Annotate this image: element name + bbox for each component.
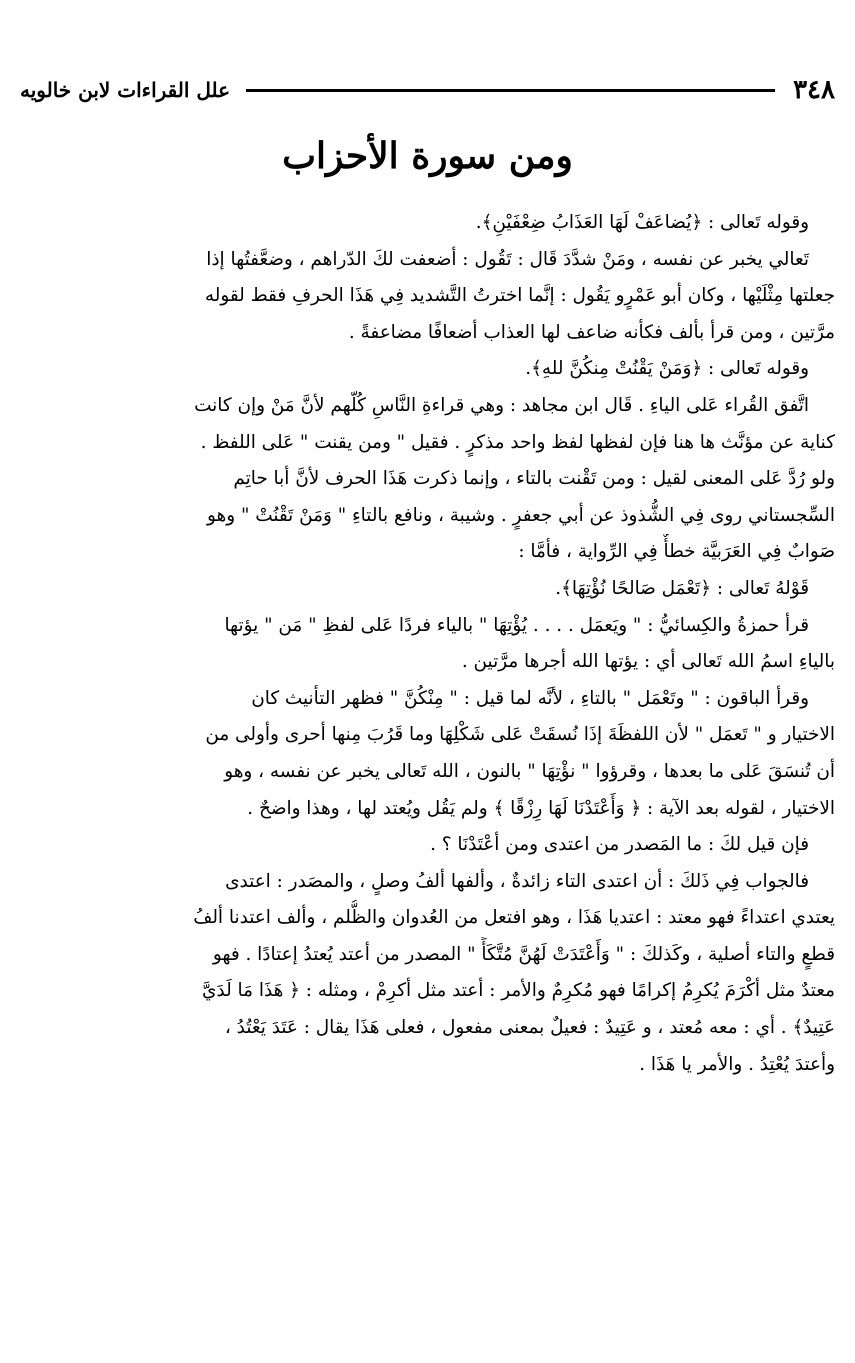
text-line: اتَّفق القُراء عَلى الياءِ . قَال ابن مجاهد : وهي قراءةِ النَّاسِ كُلّهم لأنَّ مَنْ وإن كانت [194, 394, 809, 416]
text-line: مرَّتين ، ومن قرأ بألف فكأنه ضاعف لها العذاب أضعافًا مضاعفةً . [348, 321, 835, 343]
text-line: الاختيار ، لقوله بعد الآية : ﴿ وَأَعْتَدْنَا لَهَا رِزْقًا ﴾ ولم يَقُل ويُعتد لها ، وهذا واضحٌ . [247, 797, 835, 819]
text-line: وقوله تَعالى : ﴿وَمَنْ يَقْنُتْ مِنكُنَّ للهِ﴾. [525, 358, 809, 380]
text-line: السِّجستاني روى فِي الشُّذوذ عن أبي جعفرٍ . وشيبة ، ونافع بالتاءِ " وَمَنْ تَقْنُتْ " وهو [207, 504, 835, 526]
page-header [20, 68, 835, 112]
header-rule [246, 89, 775, 92]
text-line: جعلتها مِثْلَيْها ، وكان أبو عَمْرٍو يَقُول : إنَّما اخترتُ التَّشديد فِي هَذَا الحرفِ فقط لقوله [204, 285, 835, 307]
text-line: فالجواب فِي ذَلكَ : أن اعتدى التاء زائدةٌ ، وألفها ألفُ وصلٍ ، والمصَدر : اعتدى [225, 870, 809, 892]
text-line: بالياءِ اسمُ الله تَعالى أي : يؤتها الله أجرها مرَّتين . [461, 651, 835, 673]
text-line: فإن قيل لكَ : ما المَصدر من اعتدى ومن أعْتَدْنَا ؟ . [430, 834, 809, 856]
text-line: الاختيار و " تَعمَل " لأن اللفظَةَ إذَا نُسقَتْ عَلى شَكْلِهَا وما قَرُبَ مِنها أحرى وأولى من [205, 724, 835, 746]
text-line: وقوله تَعالى : ﴿يُضاعَفْ لَهَا العَذَابُ ضِعْفَيْنِ﴾. [475, 212, 809, 233]
text-line: تَعالي يخبر عن نفسه ، ومَنْ شدَّدَ قَال : تَقُول : أضعفت لكَ الدّراهم ، وضعَّفتُها إذا [206, 248, 809, 270]
body-text [20, 205, 835, 1083]
text-line: يعتدي اعتداءً فهو معتد : اعتديا هَذَا ، وهو افتعل من العُدوان والظُّلم ، وألف اعتدنا ألفُ [193, 907, 835, 929]
text-line: أن تُنسَقَ عَلى ما بعدها ، وقرؤوا " نؤْتِهَا " بالنون ، الله تَعالى يخبر عن نفسه ، وهو [224, 760, 835, 782]
text-line: ولو رُدَّ عَلى المعنى لقيل : ومن تَقْنت بالتاء ، وإنما ذكرت هَذَا الحرف لأنَّ أبا حاتِم [233, 468, 835, 490]
text-line: كناية عن مؤنَّث ها هنا فإن لفظها لفظ واحد مذكرٍ . فقيل " ومن يقنت " عَلى اللفظ . [200, 431, 835, 453]
text-line: قَوْلهُ تَعالى : ﴿تَعْمَل صَالحًا نُؤْتِهَا﴾. [555, 577, 809, 599]
text-line: عَتِيدٌ﴾ . أي : معه مُعتد ، و عَتِيدٌ : فعيلٌ بمعنى مفعول ، فعلى هَذَا يقال : عَتَدَ يَعْتُدُ ، [224, 1017, 835, 1039]
text-line: قرأ حمزةُ والكِسائيُّ : " ويَعمَل . . . . يُؤْتِهَا " بالياء فردًا عَلى لفظِ " مَن " يؤتها [224, 614, 809, 636]
book-title: علل القراءات لابن خالويه [20, 78, 231, 102]
text-line: قطعٍ والتاء أصلية ، وكَذلكَ : " وَأَعْتَدَتْ لَهُنَّ مُتَّكَأً " المصدر من أعتد يُعتدُ إعتادًا . فهو [212, 943, 835, 965]
page-number: ٣٤٨ [793, 75, 835, 105]
text-line: وأعتدَ يُعْتِدُ . والأمر يا هَذَا . [639, 1053, 835, 1075]
surah-heading: ومن سورة الأحزاب [282, 135, 573, 177]
text-line: صَوابٌ فِي العَرَبيَّة خطأٌ فِي الرِّواية ، فأمَّا : [518, 541, 835, 563]
text-line: وقرأ الباقون : " وتَعْمَل " بالتاءِ ، لأنَّه لما قيل : " مِنْكُنَّ " فظهر التأنيث كان [251, 687, 809, 709]
text-line: معتدٌ مثل أكْرَمَ يُكرِمُ إكرامًا فهو مُكرِمٌ والأمر : أعتد مثل أكرِمْ ، ومثله : ﴿ هَذَا مَا لَدَيَّ [202, 980, 835, 1002]
